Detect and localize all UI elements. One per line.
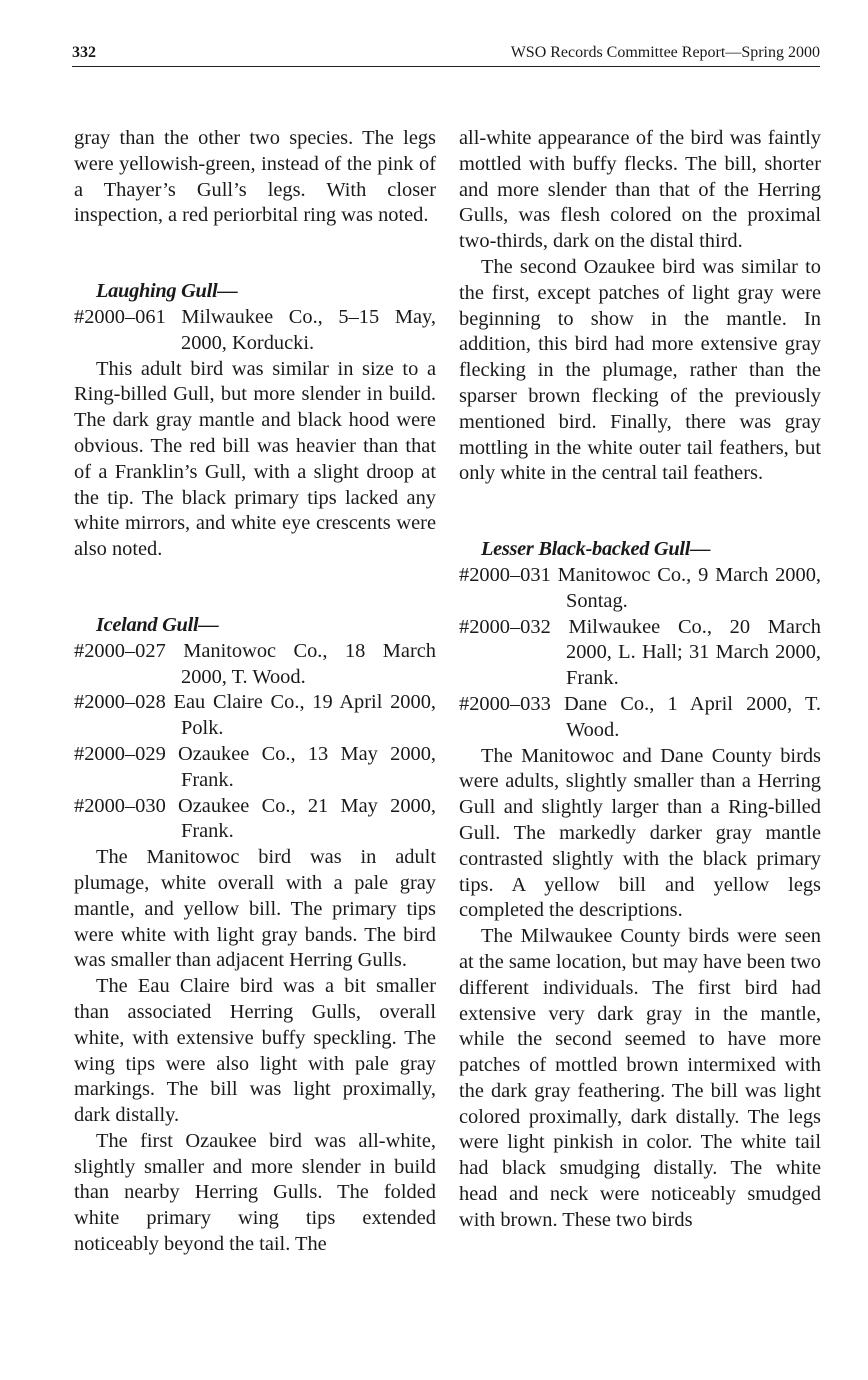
species-heading-lesser-black-backed-gull: Lesser Black-backed Gull— (481, 538, 711, 561)
paragraph: The Milwaukee County birds were seen at the same location, but may have been two different individuals. The first bird had extensive very dark gray in the mantle, while the second seemed to have more patches of mottled brown intermixed with the dark gray feathering. The bill was light colored proximally, dark distally. The legs were light pinkish in color. The white tail had black smudging distally. The white head and neck were noticeably smudged with brown. These two birds (459, 925, 821, 1231)
paragraph: The first Ozaukee bird was all-white, slightly smaller and more slender in build than nearby Herring Gulls. The folded white primary wing tips extended noticeably beyond the tail. The (74, 1129, 436, 1256)
running-header (72, 44, 820, 67)
paragraph: The second Ozaukee bird was similar to the first, except patches of light gray were beginning to show in the mantle. In addition, this bird had more extensive gray flecking in the plumage, rather than the sparser brown flecking of the previously mentioned bird. Finally, there was gray mottling in the white outer tail feathers, but only white in the central tail feathers. (459, 255, 821, 485)
record-entry: #2000–028 Eau Claire Co., 19 April 2000, Polk. (74, 691, 436, 740)
paragraph: gray than the other two species. The legs were yellowish-green, instead of the pink of a Thayer’s Gull’s legs. With closer inspection, a red periorbital ring was noted. (74, 127, 436, 227)
right-column (459, 126, 821, 1234)
running-title: WSO Records Committee Report—Spring 2000 (510, 44, 820, 61)
paragraph: This adult bird was similar in size to a Ring-billed Gull, but more slender in build. The dark gray mantle and black hood were obvious. The red bill was heavier than that of a Franklin’s Gull, with a slight droop at the tip. The black primary tips lacked any white mirrors, and white eye crescents were also noted. (74, 357, 436, 561)
paragraph: The Manitowoc and Dane County birds were adults, slightly smaller than a Herring Gull and slightly larger than a Ring-billed Gull. The markedly darker gray mantle contrasted slightly with the black primary tips. A yellow bill and yellow legs completed the descriptions. (459, 744, 821, 922)
paragraph: The Eau Claire bird was a bit smaller than associated Herring Gulls, overall white, with extensive buffy speckling. The wing tips were also light with pale gray markings. The bill was light proximally, dark distally. (74, 975, 436, 1127)
record-entry: #2000–029 Ozaukee Co., 13 May 2000, Frank. (74, 742, 436, 791)
record-entry: #2000–027 Manitowoc Co., 18 March 2000, T. Wood. (74, 639, 436, 688)
page-number: 332 (72, 44, 96, 61)
record-entry: #2000–030 Ozaukee Co., 21 May 2000, Frank. (74, 794, 436, 843)
species-heading-laughing-gull: Laughing Gull— (96, 280, 238, 303)
record-entry: #2000–032 Milwaukee Co., 20 March 2000, L. Hall; 31 March 2000, Frank. (459, 615, 821, 690)
record-entry: #2000–061 Milwaukee Co., 5–15 May, 2000, Korducki. (74, 305, 436, 354)
left-column (74, 126, 436, 1258)
record-entry: #2000–031 Manitowoc Co., 9 March 2000, Sontag. (459, 563, 821, 612)
species-heading-iceland-gull: Iceland Gull— (96, 613, 219, 636)
paragraph: all-white appearance of the bird was faintly mottled with buffy flecks. The bill, shorter and more slender than that of the Herring Gulls, was flesh colored on the proximal two-thirds, dark on the distal third. (459, 127, 821, 253)
record-entry: #2000–033 Dane Co., 1 April 2000, T. Wood. (459, 692, 821, 741)
paragraph: The Manitowoc bird was in adult plumage, white overall with a pale gray mantle, and yellow bill. The primary tips were white with light gray bands. The bird was smaller than adjacent Herring Gulls. (74, 846, 436, 972)
